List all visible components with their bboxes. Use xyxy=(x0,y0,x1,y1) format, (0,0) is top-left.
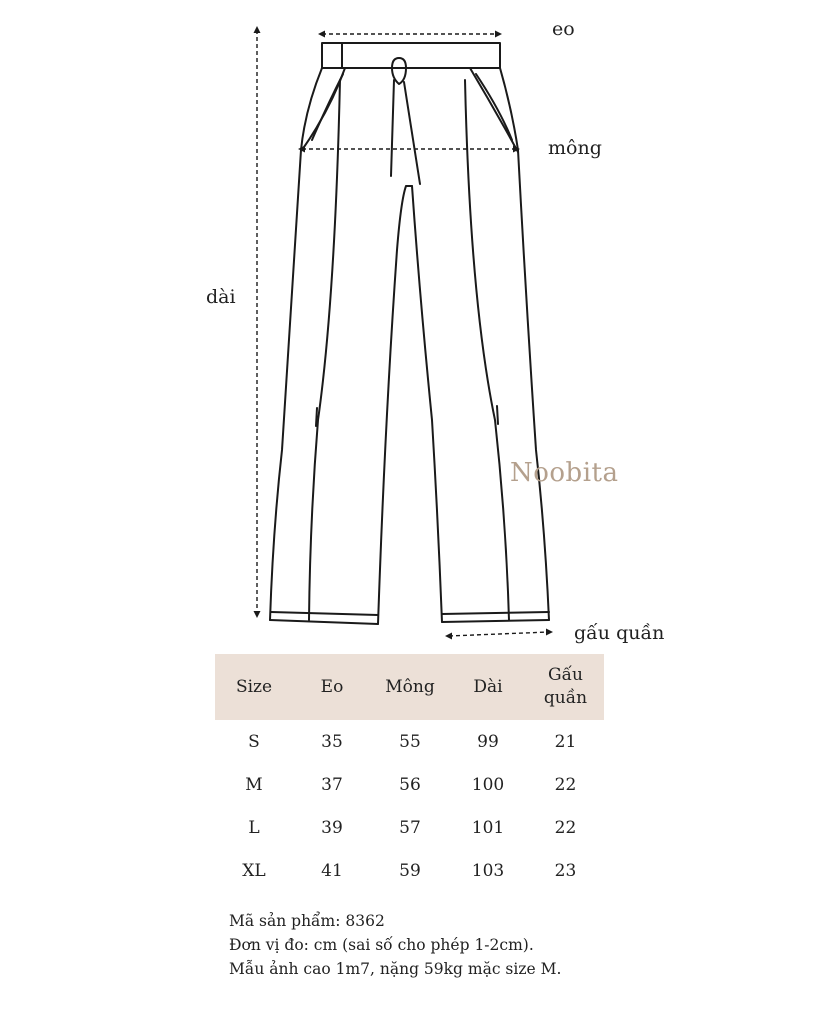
header-hip: Mông xyxy=(385,676,435,697)
length-label: dài xyxy=(206,286,236,308)
cell-length: 103 xyxy=(471,860,505,881)
cell-hip: 59 xyxy=(399,860,421,881)
cell-hem: 23 xyxy=(554,860,577,881)
cell-waist: 39 xyxy=(321,817,343,838)
hip-label: mông xyxy=(548,137,602,159)
table-row xyxy=(215,806,604,849)
cell-hem: 22 xyxy=(554,817,577,838)
table-row xyxy=(215,763,604,806)
size-table-header-row xyxy=(215,654,604,720)
cell-size: L xyxy=(248,817,260,838)
cell-waist: 35 xyxy=(321,731,343,752)
cell-size: M xyxy=(245,774,263,795)
cell-length: 99 xyxy=(477,731,499,752)
cell-length: 100 xyxy=(471,774,505,795)
hem-label: gấu quần xyxy=(574,622,665,644)
header-waist: Eo xyxy=(320,676,344,697)
header-length: Dài xyxy=(473,676,503,697)
cell-size: XL xyxy=(242,860,266,881)
cell-size: S xyxy=(248,731,260,752)
header-hem-text: Gấu quần xyxy=(543,665,588,708)
table-row xyxy=(215,849,604,892)
cell-waist: 37 xyxy=(321,774,343,795)
header-hem xyxy=(527,654,604,720)
product-notes xyxy=(229,909,561,981)
cell-hip: 57 xyxy=(399,817,421,838)
cell-hem: 21 xyxy=(554,731,577,752)
brand-watermark: Noobita xyxy=(510,458,619,488)
cell-waist: 41 xyxy=(321,860,343,881)
waist-label: eo xyxy=(552,18,575,40)
cell-hip: 56 xyxy=(399,774,421,795)
header-size: Size xyxy=(235,676,273,697)
product-code-text: Mã sản phẩm: 8362 xyxy=(229,912,385,930)
unit-text: Đơn vị đo: cm (sai số cho phép 1-2cm). xyxy=(229,936,534,954)
model-text: Mẫu ảnh cao 1m7, nặng 59kg mặc size M. xyxy=(229,960,562,978)
cell-length: 101 xyxy=(471,817,505,838)
cell-hip: 55 xyxy=(399,731,421,752)
table-row xyxy=(215,720,604,763)
cell-hem: 22 xyxy=(554,774,577,795)
size-chart-table xyxy=(215,654,604,892)
